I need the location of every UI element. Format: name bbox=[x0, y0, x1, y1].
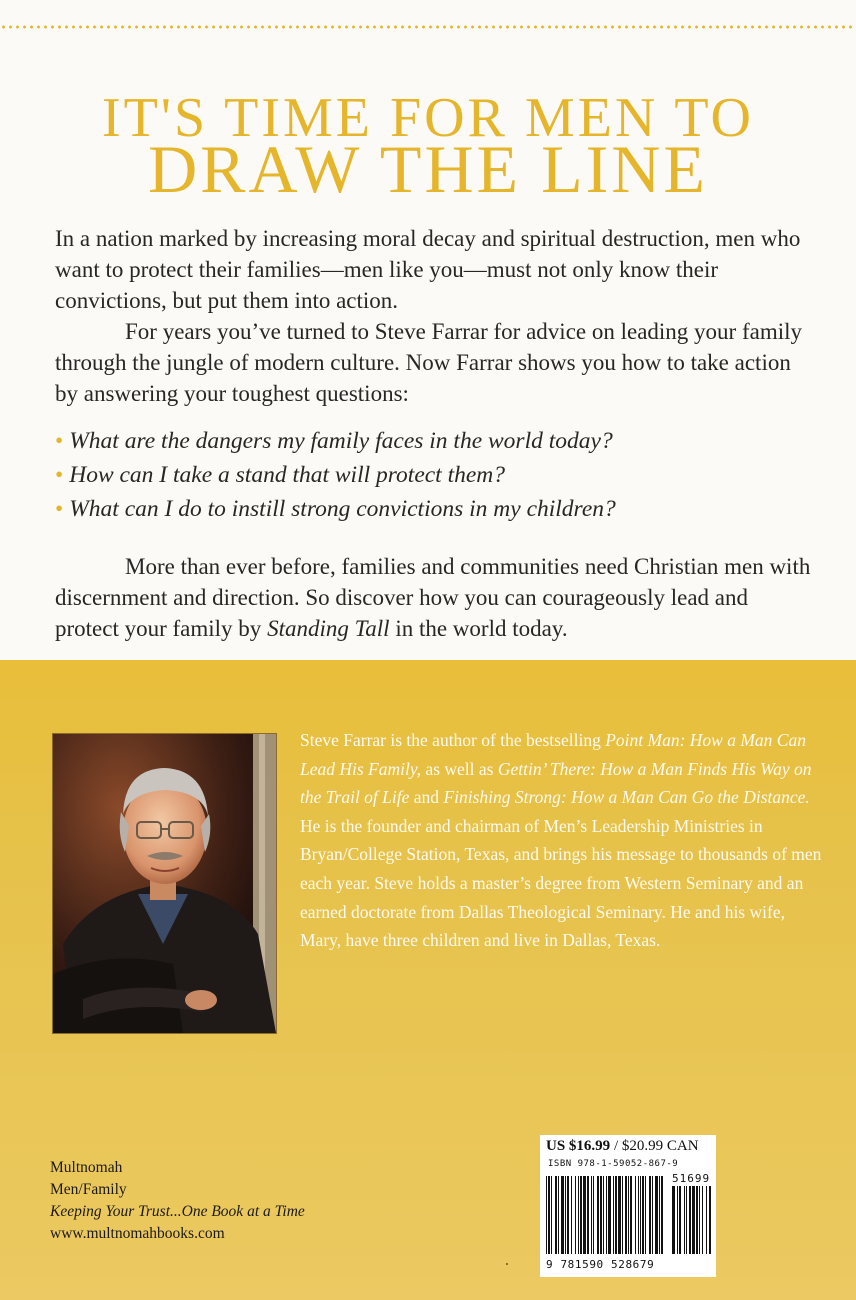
publisher-info bbox=[50, 1157, 305, 1245]
author-portrait-illustration bbox=[53, 734, 276, 1033]
book-title-finishing-strong: Finishing Strong: How a Man Can Go the Distance. bbox=[443, 787, 810, 808]
print-speck bbox=[506, 1263, 508, 1265]
headline-line-1: IT'S TIME FOR MEN TO bbox=[102, 87, 754, 149]
bullet-dot-icon: • bbox=[55, 462, 64, 488]
addon-code: 51699 bbox=[672, 1172, 711, 1185]
publisher-website: www.multnomahbooks.com bbox=[50, 1225, 225, 1242]
book-title-inline: Standing Tall bbox=[267, 616, 390, 641]
barcode-digits: 9 781590 528679 bbox=[546, 1258, 655, 1271]
bio-text: as well as bbox=[421, 758, 498, 779]
bullet-dot-icon: • bbox=[55, 428, 64, 454]
book-title-point-man: Point Man: How a Man Can Lead His Family, bbox=[300, 730, 806, 779]
question-text: What can I do to instill strong convictions in my children? bbox=[69, 496, 616, 522]
publisher-tagline: Keeping Your Trust...One Book at a Time bbox=[50, 1203, 305, 1220]
price bbox=[546, 1138, 699, 1155]
bullet-dot-icon: • bbox=[55, 496, 64, 522]
question-item bbox=[55, 424, 815, 458]
question-item bbox=[55, 458, 815, 492]
bio-text: and bbox=[409, 787, 444, 808]
author-bio bbox=[300, 726, 830, 955]
intro-paragraph-2: For years you’ve turned to Steve Farrar for advice on leading your family through the jungle of modern culture. Now Farrar shows you how to take action by answering your toughest questions: bbox=[55, 319, 803, 406]
price-can: / $20.99 CAN bbox=[610, 1138, 699, 1154]
book-title-gettin-there: Gettin’ There: How a Man Finds His Way on the Trail of Life bbox=[300, 758, 812, 808]
headline-line-2: DRAW THE LINE bbox=[148, 131, 708, 207]
intro-paragraph-1: In a nation marked by increasing moral decay and spiritual destruction, men who want to protect their families—men like you—must not only know their convictions, but put them into action. bbox=[55, 226, 801, 313]
question-item bbox=[55, 492, 815, 526]
barcode-icon bbox=[544, 1176, 712, 1258]
closing-text-2: in the world today. bbox=[389, 616, 568, 641]
author-photo bbox=[52, 733, 277, 1034]
bio-text: Steve Farrar is the author of the bestselling bbox=[300, 730, 606, 750]
question-list bbox=[55, 424, 815, 526]
isbn-text: ISBN 978-1-59052-867-9 bbox=[548, 1159, 679, 1169]
intro-text bbox=[55, 223, 815, 409]
barcode-label bbox=[540, 1135, 716, 1277]
bio-text: He is the founder and chairman of Men’s Leadership Ministries in Bryan/College Station, Texas, and brings his message to thousands of men each year. Steve holds a master’s degree from Western Seminary and an earned doctorate from Dallas Theological Seminary. He and his wife, Mary, have three children and live in Dallas, Texas. bbox=[300, 815, 822, 951]
question-text: What are the dangers my family faces in the world today? bbox=[69, 428, 613, 454]
price-us: US $16.99 bbox=[546, 1138, 611, 1154]
dotted-border bbox=[0, 24, 856, 30]
question-text: How can I take a stand that will protect them? bbox=[69, 462, 506, 488]
closing-text-1: More than ever before, families and communities need Christian men with discernment and direction. So discover how you can courageously lead and protect your family by bbox=[55, 554, 811, 641]
publisher-category: Men/Family bbox=[50, 1181, 127, 1198]
closing-paragraph bbox=[55, 551, 815, 644]
publisher-name: Multnomah bbox=[50, 1159, 123, 1176]
